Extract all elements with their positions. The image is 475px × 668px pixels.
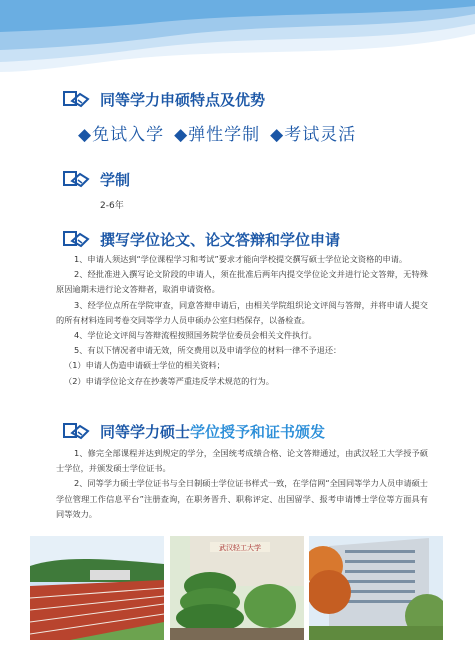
certificate-hand-icon	[62, 88, 92, 110]
degree-section-heading	[62, 420, 325, 442]
degree-paragraph: 2、同等学力硕士学位证书与全日制硕士学位证书样式一致，在学信网“全国同等学力人员申请硕士学位管理工作信息平台”注册查询，在职务晋升、职称评定、出国留学、报考申请博士学位等方面具有同等效力。	[56, 478, 428, 519]
duration-section-title: 学制	[100, 170, 131, 189]
certificate-hand-icon	[62, 420, 92, 442]
campus-building-photo	[309, 536, 443, 640]
certificate-hand-icon	[62, 228, 92, 250]
thesis-paragraph: 2、经批准进入撰写论文阶段的申请人，须在批准后两年内提交学位论文并进行论文答辩，无特殊原因逾期未进行论文答辩者，取消申请资格。	[56, 269, 428, 295]
feature-item: ◆免试入学	[78, 125, 165, 145]
thesis-paragraph-list	[56, 252, 428, 389]
feature-list	[78, 120, 356, 145]
degree-section-title-part2: 学位授予和证书颁发	[190, 422, 326, 441]
thesis-paragraph: 1、申请人须达到“学位课程学习和考试”要求才能向学校提交撰写硕士学位论文资格的申请。	[74, 254, 408, 264]
thesis-section-title: 撰写学位论文、论文答辩和学位申请	[100, 230, 341, 249]
header-wave-banner	[0, 0, 475, 82]
svg-text:武汉轻工大学: 武汉轻工大学	[219, 544, 261, 552]
campus-topiary-photo	[170, 536, 304, 640]
features-section-heading	[62, 88, 265, 110]
thesis-subitem: （1）申请人伪造申请硕士学位的相关资料；	[64, 360, 225, 371]
feature-item: ◆考试灵活	[270, 125, 357, 145]
thesis-paragraph: 3、经学位点所在学院审查，同意答辩申请后，由相关学院组织论文评阅与答辩，并将申请人提交的所有材料连同考卷交同等学力人员申硕办公室归档保存，以备检查。	[56, 299, 428, 325]
degree-section-title-part1: 同等学力硕士	[100, 422, 191, 441]
feature-item: ◆弹性学制	[174, 125, 261, 145]
thesis-subitem: （2）申请学位论文存在抄袭等严重违反学术规范的行为。	[64, 375, 274, 386]
degree-paragraph-list	[56, 446, 428, 522]
features-section-title: 同等学力申硕特点及优势	[100, 90, 266, 109]
certificate-hand-icon	[62, 168, 92, 190]
running-track-photo	[30, 536, 164, 640]
duration-section-heading	[62, 168, 130, 190]
thesis-paragraph: 4、学位论文评阅与答辩流程按照国务院学位委员会相关文件执行。	[74, 330, 317, 341]
degree-paragraph: 1、修完全部课程并达到规定的学分，全国统考成绩合格、论文答辩通过，由武汉轻工大学授予硕士学位，并颁发硕士学位证书。	[56, 448, 428, 474]
thesis-paragraph: 5、有以下情况者申请无效，所交费用以及申请学位的材料一律不予退还：	[74, 345, 342, 356]
duration-value: 2-6年	[100, 201, 124, 211]
thesis-section-heading	[62, 228, 340, 250]
